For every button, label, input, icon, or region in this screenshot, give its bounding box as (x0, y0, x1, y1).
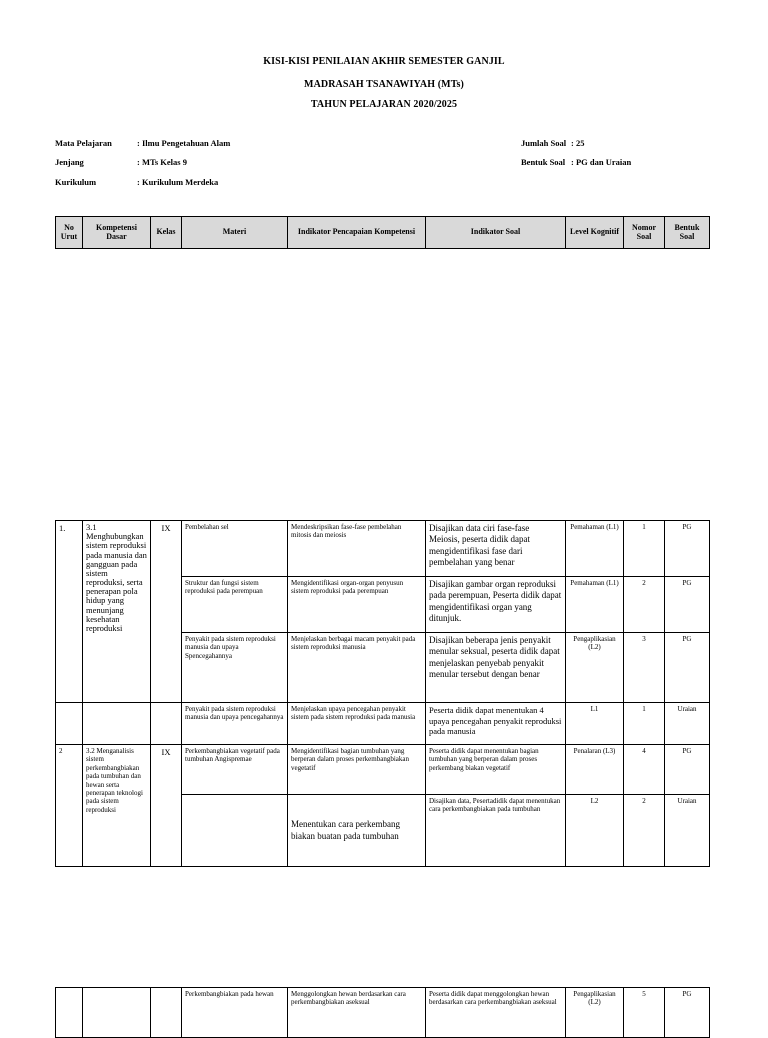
nomor-cell: 5 (624, 988, 665, 1038)
indikator-soal-cell: Disajikan data, Pesertadidik dapat menentukan cara perkembangbiakan pada tumbuhan (426, 795, 566, 867)
bentuk-cell: PG (665, 521, 710, 577)
table-row (56, 703, 710, 745)
kurikulum-label: Kurikulum (55, 177, 97, 187)
kurikulum-value: : Kurikulum Merdeka (137, 177, 219, 187)
ipk-cell: Mengidentifikasi organ-organ penyusun sistem reproduksi pada perempuan (288, 577, 426, 633)
academic-year: TAHUN PELAJARAN 2020/2025 (310, 99, 458, 110)
kelas-cell (151, 988, 182, 1038)
col-header-indikator-soal: Indikator Soal (426, 217, 566, 249)
col-header-kelas: Kelas (151, 217, 182, 249)
ipk-cell: Menentukan cara perkembang biakan buatan pada tumbuhan (288, 795, 426, 867)
kd-cell: 3.2 Menganalisis sistem perkembangbiakan pada tumbuhan dan hewan serta penerapan teknologi pada sistem reproduksi (83, 745, 151, 867)
grid-header-table (55, 216, 710, 249)
col-header-no: No Urut (56, 217, 83, 249)
level-cell: Pengaplikasian (L2) (566, 988, 624, 1038)
bentuk-soal-label: Bentuk Soal (521, 157, 566, 167)
nomor-cell: 4 (624, 745, 665, 795)
col-header-level: Level Kognitif (566, 217, 624, 249)
mapel-value: : Ilmu Pengetahuan Alam (137, 138, 231, 148)
grid-next-table (55, 987, 710, 1038)
level-cell: L1 (566, 703, 624, 745)
kelas-cell (151, 703, 182, 745)
col-header-ipk: Indikator Pencapaian Kompetensi (288, 217, 426, 249)
indikator-soal-cell: Peserta didik dapat menentukan 4 upaya pencegahan penyakit reproduksi pada manusia (426, 703, 566, 745)
level-cell: Pemahaman (L1) (566, 577, 624, 633)
ipk-cell: Mendeskripsikan fase-fase pembelahan mitosis dan meiosis (288, 521, 426, 577)
bentuk-cell: PG (665, 988, 710, 1038)
ipk-cell: Menjelaskan upaya pencegahan penyakit sistem pada sistem reproduksi pada manusia (288, 703, 426, 745)
level-cell: Pengaplikasian (L2) (566, 633, 624, 703)
row-no: 1. (56, 521, 83, 703)
jenjang-label: Jenjang (55, 157, 84, 167)
bentuk-cell: Uraian (665, 795, 710, 867)
materi-cell: Struktur dan fungsi sistem reproduksi pada perempuan (182, 577, 288, 633)
table-row (56, 521, 710, 577)
kd-cell: 3.1 Menghubungkan sistem reproduksi pada manusia dan gangguan pada sistem reproduksi, serta penerapan pola hidup yang menunjang kesehatan reproduksi (83, 521, 151, 703)
materi-cell: Penyakit pada sistem reproduksi manusia dan upaya pencegahannya (182, 703, 288, 745)
col-header-bentuk: Bentuk Soal (665, 217, 710, 249)
materi-cell: Pembelahan sel (182, 521, 288, 577)
ipk-cell: Menggolongkan hewan berdasarkan cara perkembangbiakan aseksual (288, 988, 426, 1038)
grid-body-table (55, 520, 710, 867)
row-no: 2 (56, 745, 83, 867)
nomor-cell: 2 (624, 795, 665, 867)
kelas-cell: IX (151, 521, 182, 703)
table-row (56, 745, 710, 795)
table-row (56, 988, 710, 1038)
indikator-soal-cell: Disajikan data ciri fase-fase Meiosis, peserta didik dapat mengidentifikasi fase dari pembelahan yang benar (426, 521, 566, 577)
jumlah-soal-label: Jumlah Soal (521, 138, 567, 148)
school-name: MADRASAH TSANAWIYAH (MTs) (304, 79, 464, 90)
nomor-cell: 1 (624, 521, 665, 577)
level-cell: L2 (566, 795, 624, 867)
nomor-cell: 2 (624, 577, 665, 633)
col-header-nomor: Nomor Soal (624, 217, 665, 249)
col-header-materi: Materi (182, 217, 288, 249)
row-no (56, 988, 83, 1038)
bentuk-soal-value: : PG dan Uraian (571, 157, 632, 167)
jumlah-soal-value: : 25 (571, 138, 585, 148)
indikator-soal-cell: Disajikan beberapa jenis penyakit menular seksual, peserta didik dapat menjelaskan penyebab penyakit menular tersebut dengan benar (426, 633, 566, 703)
bentuk-cell: PG (665, 633, 710, 703)
nomor-cell: 1 (624, 703, 665, 745)
level-cell: Penalaran (L3) (566, 745, 624, 795)
materi-cell: Perkembangbiakan vegetatif pada tumbuhan Angispremae (182, 745, 288, 795)
bentuk-cell: Uraian (665, 703, 710, 745)
indikator-soal-cell: Peserta didik dapat menentukan bagian tumbuhan yang berperan dalam proses perkembang biakan vegetatif (426, 745, 566, 795)
kd-cell (83, 703, 151, 745)
mapel-label: Mata Pelajaran (55, 138, 112, 148)
nomor-cell: 3 (624, 633, 665, 703)
doc-title: KISI-KISI PENILAIAN AKHIR SEMESTER GANJIL (263, 56, 505, 67)
indikator-soal-cell: Peserta didik dapat menggolongkan hewan berdasarkan cara perkembangbiakan aseksual (426, 988, 566, 1038)
bentuk-cell: PG (665, 577, 710, 633)
indikator-soal-cell: Disajikan gambar organ reproduksi pada perempuan, Peserta didik dapat mengidentifikasi organ yang ditunjuk. (426, 577, 566, 633)
bentuk-cell: PG (665, 745, 710, 795)
materi-cell (182, 795, 288, 867)
col-header-kd: Kompetensi Dasar (83, 217, 151, 249)
materi-cell: Perkembangbiakan pada hewan (182, 988, 288, 1038)
materi-cell: Penyakit pada sistem reproduksi manusia dan upaya Spencegahannya (182, 633, 288, 703)
level-cell: Pemahaman (L1) (566, 521, 624, 577)
kelas-cell: IX (151, 745, 182, 867)
ipk-cell: Mengidentifikasi bagian tumbuhan yang berperan dalam proses perkembangbiakan vegetatif (288, 745, 426, 795)
kd-cell (83, 988, 151, 1038)
ipk-cell: Menjelaskan berbagai macam penyakit pada sistem reproduksi manusia (288, 633, 426, 703)
row-no (56, 703, 83, 745)
jenjang-value: : MTs Kelas 9 (137, 157, 187, 167)
